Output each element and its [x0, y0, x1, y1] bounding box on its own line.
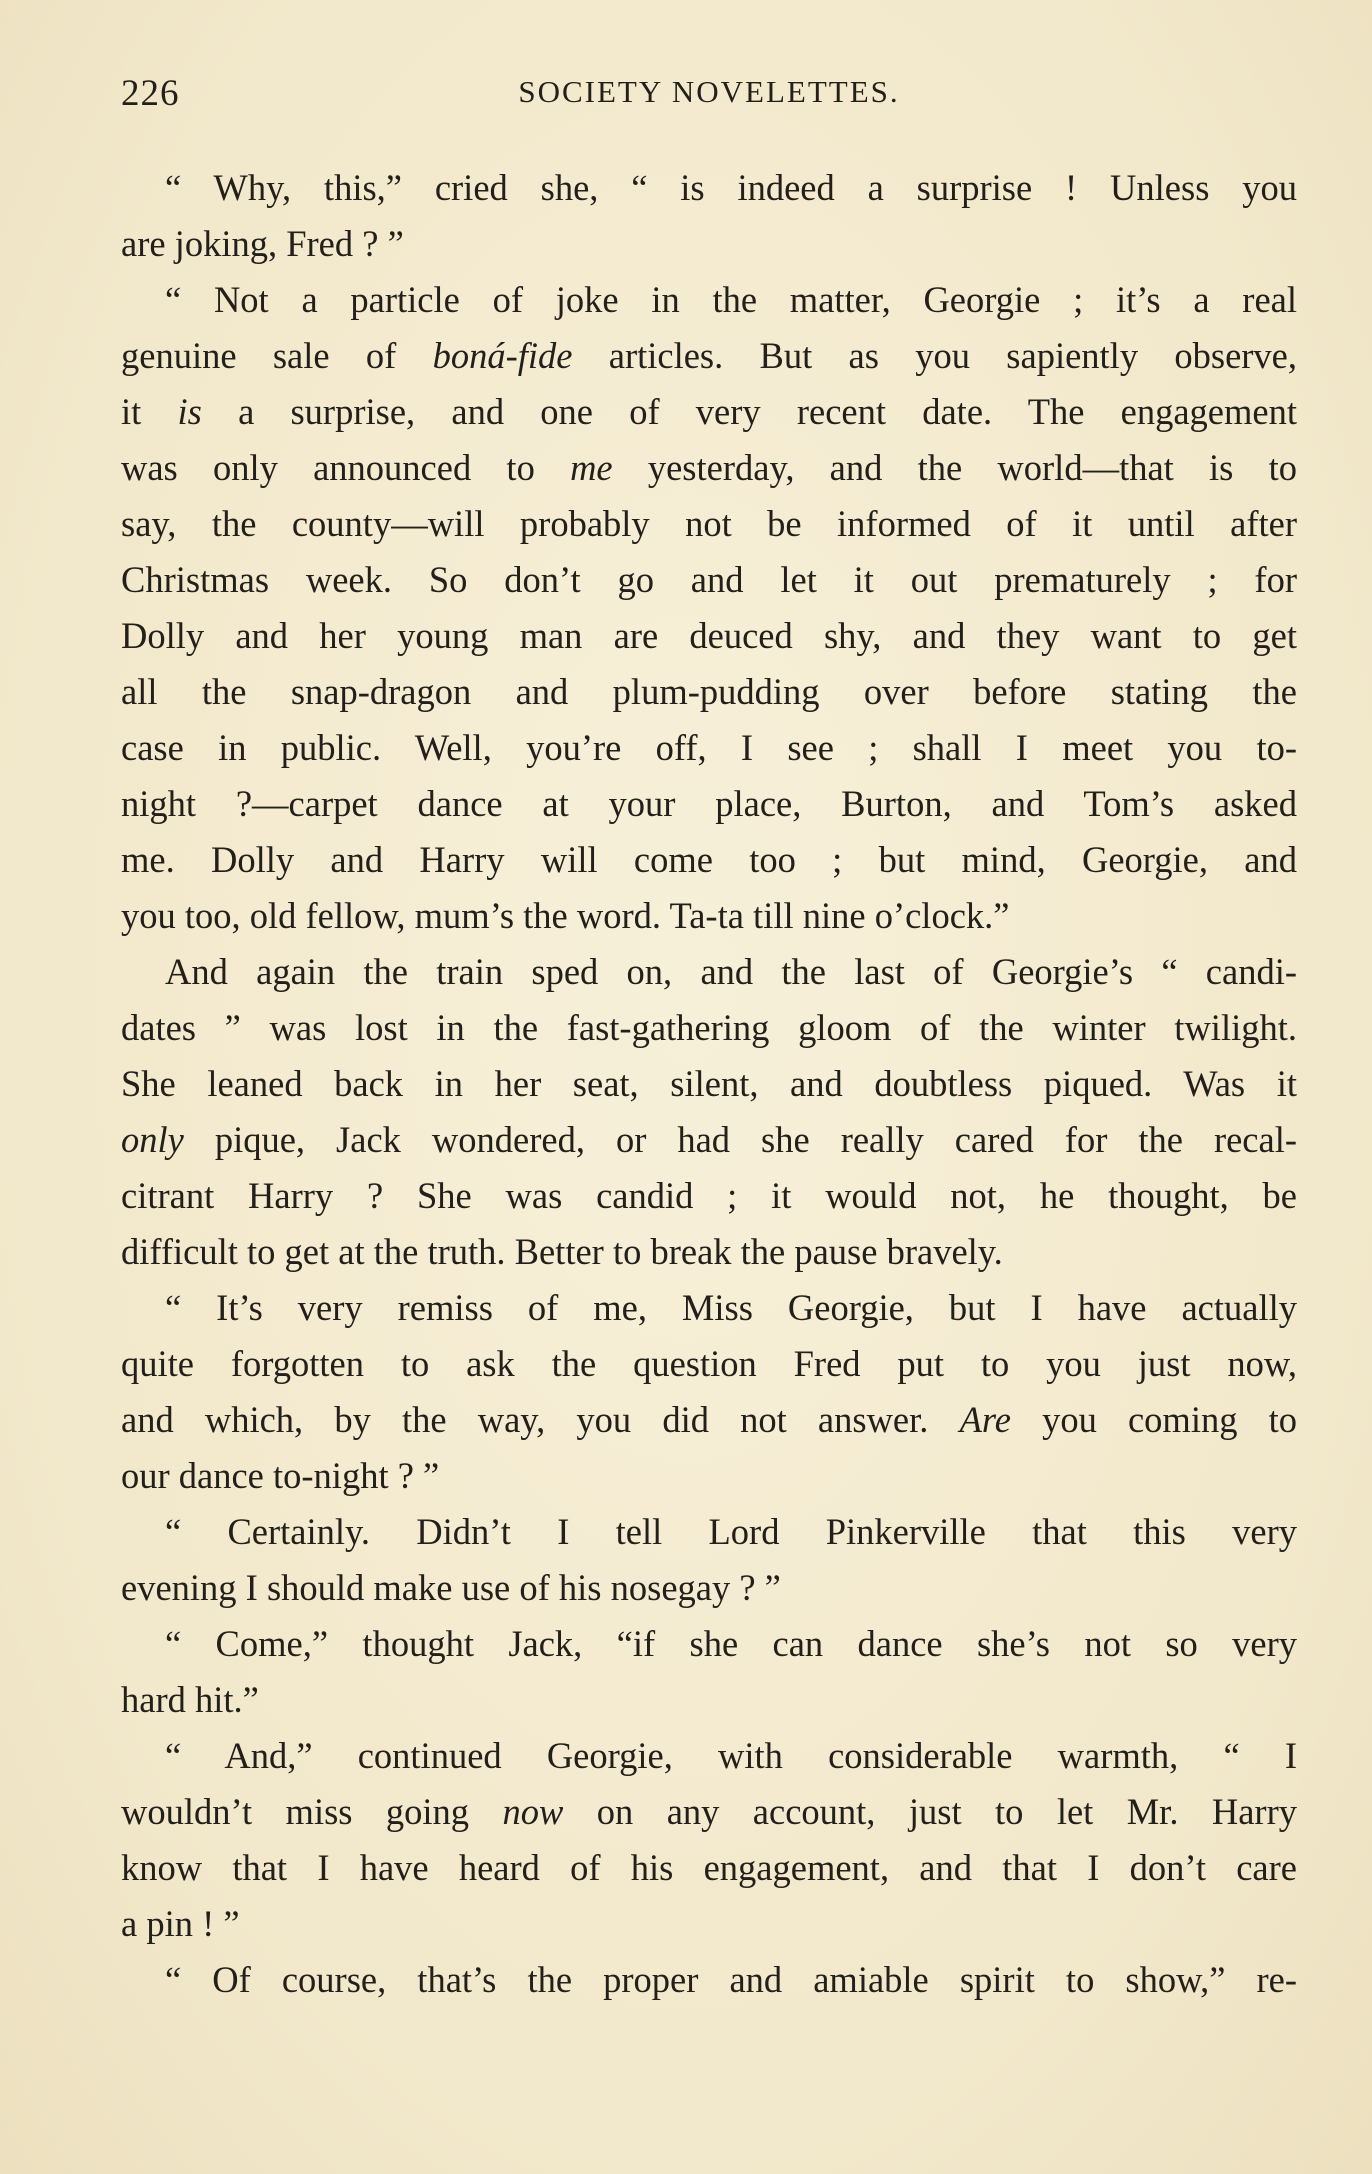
text-segment: “ And,” continued Georgie, with considerable warmth, “ I [165, 1735, 1297, 1776]
paragraph-first-line [121, 160, 1297, 216]
text-segment: on any account, just to let Mr. Harry [563, 1791, 1297, 1832]
text-line [121, 1112, 1297, 1168]
text-segment: “ Come,” thought Jack, “if she can dance she’s not so very [165, 1623, 1297, 1664]
text-segment: a pin ! ” [121, 1903, 240, 1944]
text-segment: Dolly and her young man are deuced shy, and they want to get [121, 615, 1297, 656]
italic-text: Are [959, 1399, 1011, 1440]
text-segment: quite forgotten to ask the question Fred put to you just now, [121, 1343, 1297, 1384]
text-line [121, 832, 1297, 888]
text-line [121, 1784, 1297, 1840]
text-line [121, 496, 1297, 552]
text-line [121, 720, 1297, 776]
paragraph-first-line [121, 272, 1297, 328]
text-line [121, 1448, 1297, 1504]
italic-text: boná-fide [432, 335, 573, 376]
text-segment: “ It’s very remiss of me, Miss Georgie, but I have actually [165, 1287, 1297, 1328]
text-line [121, 552, 1297, 608]
text-line [121, 1336, 1297, 1392]
text-segment: pique, Jack wondered, or had she really cared for the recal- [183, 1119, 1297, 1160]
text-line [121, 328, 1297, 384]
text-segment: night ?—carpet dance at your place, Burton, and Tom’s asked [121, 783, 1297, 824]
running-title: SOCIETY NOVELETTES. [518, 74, 900, 109]
text-segment: Christmas week. So don’t go and let it out prematurely ; for [121, 559, 1297, 600]
text-segment: wouldn’t miss going [121, 1791, 503, 1832]
text-segment: dates ” was lost in the fast-gathering gloom of the winter twilight. [121, 1007, 1297, 1048]
paragraph-first-line [121, 1728, 1297, 1784]
text-segment: yesterday, and the world—that is to [612, 447, 1297, 488]
text-segment: you too, old fellow, mum’s the word. Ta-ta till nine o’clock.” [121, 895, 1010, 936]
italic-text: is [177, 391, 202, 432]
text-segment: evening I should make use of his nosegay ? ” [121, 1567, 781, 1608]
text-segment: know that I have heard of his engagement, and that I don’t care [121, 1847, 1297, 1888]
text-segment: was only announced to [121, 447, 571, 488]
text-segment: our dance to-night ? ” [121, 1455, 440, 1496]
paragraph-first-line [121, 1280, 1297, 1336]
text-line [121, 1672, 1297, 1728]
text-line [121, 1896, 1297, 1952]
text-line [121, 384, 1297, 440]
text-segment: a surprise, and one of very recent date. The engagement [201, 391, 1297, 432]
paragraph-first-line [121, 1504, 1297, 1560]
text-segment: all the snap-dragon and plum-pudding over before stating the [121, 671, 1297, 712]
italic-text: only [121, 1119, 184, 1160]
text-line [121, 1056, 1297, 1112]
paragraph-first-line [121, 1952, 1297, 2008]
text-segment: it [121, 391, 178, 432]
text-segment: case in public. Well, you’re off, I see ; shall I meet you to- [121, 727, 1297, 768]
text-line [121, 1392, 1297, 1448]
running-head [121, 72, 1297, 124]
italic-text: now [502, 1791, 564, 1832]
text-line [121, 776, 1297, 832]
text-segment: genuine sale of [121, 335, 433, 376]
text-segment: She leaned back in her seat, silent, and doubtless piqued. Was it [121, 1063, 1297, 1104]
text-segment: are joking, Fred ? ” [121, 223, 404, 264]
paragraph-first-line [121, 944, 1297, 1000]
text-segment: difficult to get at the truth. Better to break the pause bravely. [121, 1231, 1003, 1272]
text-segment: “ Of course, that’s the proper and amiable spirit to show,” re- [165, 1959, 1297, 2000]
page-number: 226 [121, 73, 180, 114]
text-line [121, 608, 1297, 664]
text-line [121, 1840, 1297, 1896]
paragraph-first-line [121, 1616, 1297, 1672]
text-line [121, 440, 1297, 496]
text-segment: and which, by the way, you did not answer. [121, 1399, 960, 1440]
text-segment: articles. But as you sapiently observe, [572, 335, 1297, 376]
text-segment: And again the train sped on, and the last of Georgie’s “ candi- [165, 951, 1297, 992]
text-segment: hard hit.” [121, 1679, 259, 1720]
text-segment: “ Not a particle of joke in the matter, Georgie ; it’s a real [165, 279, 1297, 320]
text-line [121, 1224, 1297, 1280]
text-line [121, 664, 1297, 720]
body-text [121, 160, 1297, 2008]
text-segment: you coming to [1010, 1399, 1297, 1440]
text-line [121, 216, 1297, 272]
text-line [121, 888, 1297, 944]
text-line [121, 1168, 1297, 1224]
italic-text: me [570, 447, 613, 488]
text-segment: say, the county—will probably not be informed of it until after [121, 503, 1297, 544]
text-segment: “ Certainly. Didn’t I tell Lord Pinkerville that this very [165, 1511, 1297, 1552]
text-line [121, 1000, 1297, 1056]
text-segment: citrant Harry ? She was candid ; it would not, he thought, be [121, 1175, 1297, 1216]
text-segment: me. Dolly and Harry will come too ; but mind, Georgie, and [121, 839, 1297, 880]
text-line [121, 1560, 1297, 1616]
text-segment: “ Why, this,” cried she, “ is indeed a surprise ! Unless you [165, 167, 1297, 208]
